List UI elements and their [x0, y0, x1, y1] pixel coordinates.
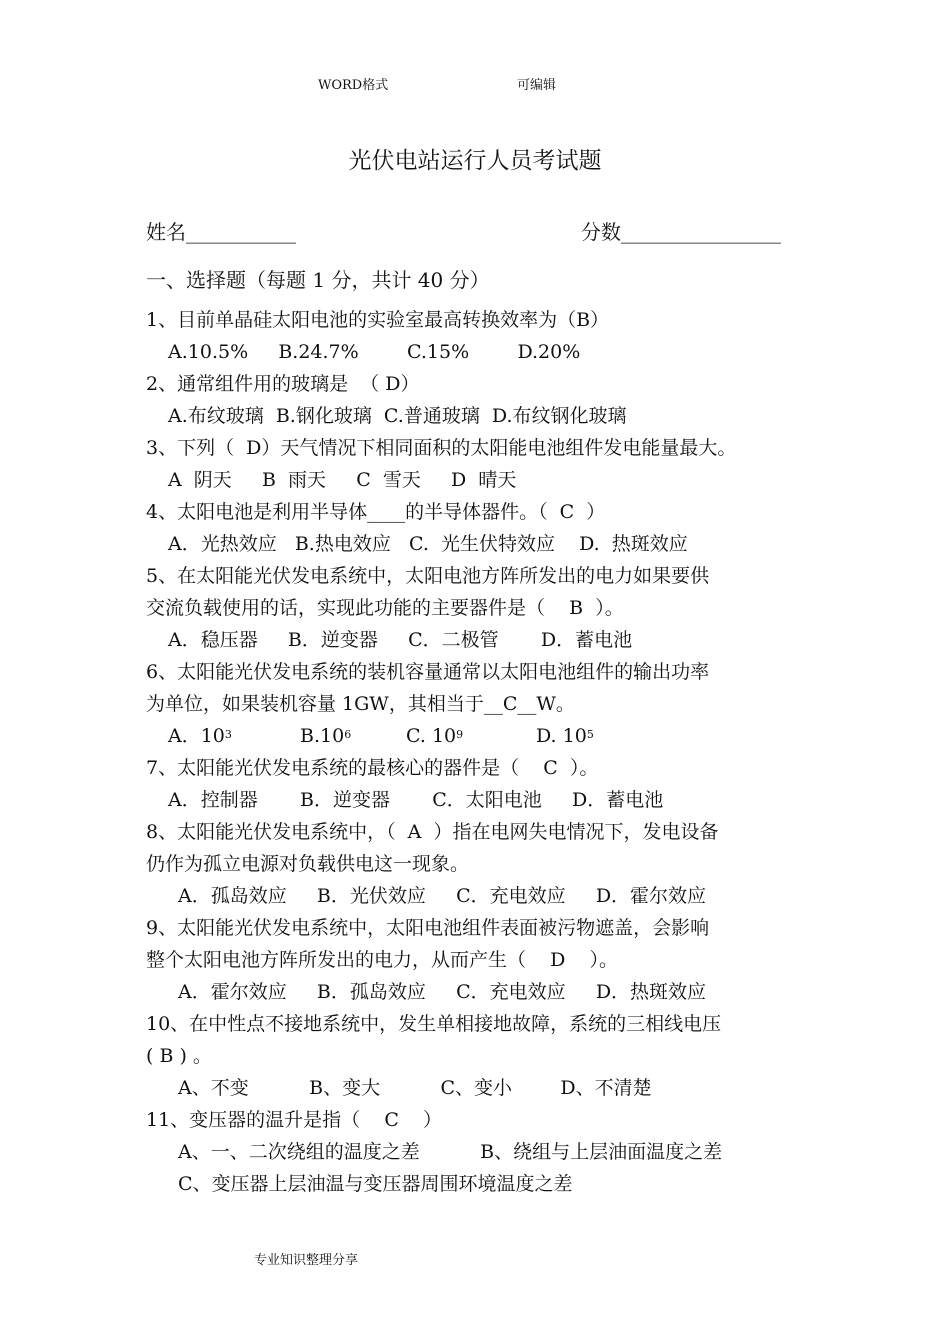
question-line: A．孤岛效应 B．光伏效应 C．充电效应 D．霍尔效应: [178, 885, 707, 907]
question-line: A.布纹玻璃 B.钢化玻璃 C.普通玻璃 D.布纹钢化玻璃: [168, 405, 627, 427]
name-field: 姓名___________: [146, 220, 296, 244]
score-field: 分数________________: [581, 220, 781, 244]
question-line: A、不变 B、变大 C、变小 D、不清楚: [178, 1077, 652, 1099]
question-line: 整个太阳电池方阵所发出的电力，从而产生（ D ）。: [146, 949, 619, 971]
page-title: 光伏电站运行人员考试题: [348, 148, 602, 174]
q6-option-b: $B.10^6$: [300, 725, 352, 747]
question-line: 5、在太阳能光伏发电系统中，太阳电池方阵所发出的电力如果要供: [146, 565, 710, 587]
question-line: 3、下列（ D）天气情况下相同面积的太阳能电池组件发电能量最大。: [146, 437, 737, 459]
question-line: 7、太阳能光伏发电系统的最核心的器件是（ C ）。: [146, 757, 599, 779]
question-line: 9、太阳能光伏发电系统中，太阳电池组件表面被污物遮盖，会影响: [146, 917, 710, 939]
question-line: 8、太阳能光伏发电系统中，（ A ）指在电网失电情况下，发电设备: [146, 821, 719, 843]
q6-option-a: A．$10^3$: [168, 725, 232, 747]
question-line: A．霍尔效应 B．孤岛效应 C．充电效应 D．热斑效应: [178, 981, 707, 1003]
question-line: 仍作为孤立电源对负载供电这一现象。: [146, 853, 470, 875]
question-line: 交流负载使用的话，实现此功能的主要器件是（ B ）。: [146, 597, 624, 619]
question-line: A．控制器 B．逆变器 C．太阳电池 D．蓄电池: [168, 789, 664, 811]
q6-option-d: D. $10^5$: [536, 725, 594, 747]
question-line: A．稳压器 B．逆变器 C．二极管 D．蓄电池: [168, 629, 633, 651]
question-line: A．光热效应 B.热电效应 C. 光生伏特效应 D. 热斑效应: [168, 533, 688, 555]
question-line: A、一、二次绕组的温度之差 B、绕组与上层油面温度之差: [178, 1141, 723, 1163]
question-line: 10、在中性点不接地系统中，发生单相接地故障，系统的三相线电压: [146, 1013, 722, 1035]
footer-text: 专业知识整理分享: [254, 1253, 359, 1268]
q6-option-c: C. $10^9$: [406, 725, 464, 747]
question-line: 1、目前单晶硅太阳电池的实验室最高转换效率为（B）: [146, 309, 610, 331]
question-line: A.10.5% B.24.7% C.15% D.20%: [168, 341, 581, 363]
question-line: 6、太阳能光伏发电系统的装机容量通常以太阳电池组件的输出功率: [146, 661, 710, 683]
header-right: 可编辑: [517, 78, 557, 93]
header-left: WORD格式: [318, 78, 389, 93]
question-line: 4、太阳电池是利用半导体____的半导体器件。（ C ）: [146, 501, 606, 523]
section-heading: 一、选择题（每题 1 分，共计 40 分）: [146, 268, 490, 292]
question-line: ( B ) 。: [146, 1045, 212, 1067]
question-line: A 阴天 B 雨天 C 雪天 D 晴天: [168, 469, 517, 491]
question-line: 为单位，如果装机容量 1GW，其相当于__C__W。: [146, 693, 575, 715]
question-line: C、变压器上层油温与变压器周围环境温度之差: [178, 1173, 573, 1195]
question-line: 11、变压器的温升是指（ C ）: [146, 1109, 443, 1131]
question-line: 2、通常组件用的玻璃是 （ D）: [146, 373, 420, 395]
